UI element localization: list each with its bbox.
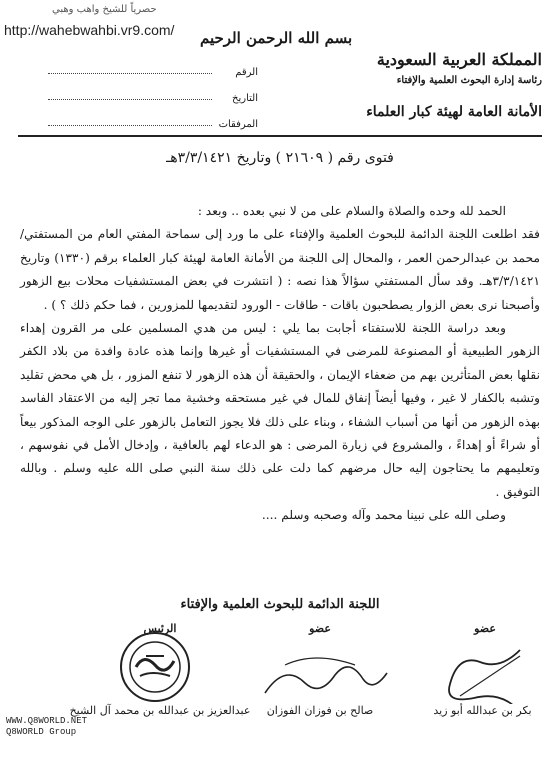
date-field (48, 78, 258, 104)
field-label: المرفقات (218, 119, 258, 130)
field-dotted-line (48, 99, 212, 100)
closing-paragraph: وصلى الله على نبينا محمد وآله وصحبه وسلم .... (261, 508, 506, 523)
header-divider (18, 135, 542, 137)
letterhead-fields (48, 52, 258, 130)
chairman-name: عبدالعزيز بن عبدالله بن محمد آل الشيخ (69, 704, 251, 717)
fatwa-body (20, 200, 540, 528)
site-footer (6, 716, 87, 738)
footer-url: WWW.Q8WORLD.NET (6, 716, 88, 726)
signatory-title: عضو (309, 622, 331, 635)
credit-watermark: حصرياً للشيخ واهب وهبي (52, 4, 157, 15)
field-dotted-line (48, 125, 212, 126)
letterhead-right (332, 50, 542, 120)
presidency-name: رئاسة إدارة البحوث العلمية والإفتاء (396, 75, 542, 86)
official-seal (118, 630, 192, 704)
signature-scribble-2 (420, 640, 550, 704)
field-label: الرقم (235, 67, 258, 78)
fatwa-number-line: فتوى رقم ( ٢١٦٠٩ ) وتاريخ ٣/٣/١٤٢١هـ (166, 150, 394, 166)
signatory-title: الرئيس (143, 622, 177, 635)
footer-group: Q8WORLD Group (6, 727, 77, 737)
attachments-field (48, 104, 258, 130)
field-label: التاريخ (232, 93, 258, 104)
signature-scribble-1 (255, 645, 395, 705)
committee-name: اللجنة الدائمة للبحوث العلمية والإفتاء (180, 597, 380, 612)
field-dotted-line (48, 73, 212, 74)
signatory-title: عضو (474, 622, 496, 635)
secretariat-name: الأمانة العامة لهيئة كبار العلماء (366, 104, 542, 120)
basmala: بسم الله الرحمن الرحيم (200, 29, 353, 47)
signature-member-2 (420, 622, 550, 635)
kingdom-name: المملكة العربية السعودية (376, 50, 542, 69)
member-1-name: صالح بن فوزان الفوزان (266, 704, 374, 717)
opening-paragraph: الحمد لله وحده والصلاة والسلام على من لا نبي بعده .. وبعد : (197, 204, 506, 218)
source-url: http://wahebwahbi.vr9.com/ (4, 22, 175, 38)
question-paragraph: فقد اطلعت اللجنة الدائمة للبحوث العلمية والإفتاء على ما ورد إلى سماحة المفتي العام من المستفتي/محمد بن عبدالرحمن العمر ، والمحال إلى اللجنة من الأمانة العامة لهيئة كبار العلماء برقم (١٣٣٠) وتاريخ ٣/٣/١٤٢١هـ. وقد سأل المستفتي سؤالاً هذا نصه : ( انتشرت في بعض المستشفيات محلات بيع الزهور وأصبحنا نرى بعض الزوار يصطحبون باقات - طاقات - الورود لتقديمها للمزورين ، فما حكم ذلك ؟ ) . (20, 227, 540, 312)
member-2-name: بكر بن عبدالله أبو زيد (433, 704, 532, 717)
reference-number-field (48, 52, 258, 78)
signature-member-1 (250, 622, 390, 635)
answer-paragraph: وبعد دراسة اللجنة للاستفتاء أجابت بما يلي : ليس من هدي المسلمين على مر القرون إهداء الزهور الطبيعية أو المصنوعة للمرضى في المستشفيات أو غيرها وإنما هذه عادة وافدة من بلاد الكفر نقلها بعض المتأثرين بهم من ضعفاء الإيمان ، والحقيقة أن هذه الزهور لا تنفع المزور ، بل هي محض تقليد وتشبه بالكفار لا غير ، وفيها أيضاً إنفاق للمال في غير مستحقه وخشية مما تجر إليه من الاعتقاد الفاسد بهذه الزهور من أنها من أسباب الشفاء ، وبناء على ذلك فلا يجوز التعامل بالزهور على الوجه المذكور بيعاً أو شراءً أو إهداءً ، والمشروع في زيارة المرضى : هو الدعاء لهم بالعافية ، وإدخال الأمل في نفوسهم ، وتعليمهم ما يحتاجون إليه حال مرضهم كما دلت على ذلك سنة النبي صلى الله عليه وسلم . وبالله التوفيق . (19, 321, 540, 499)
